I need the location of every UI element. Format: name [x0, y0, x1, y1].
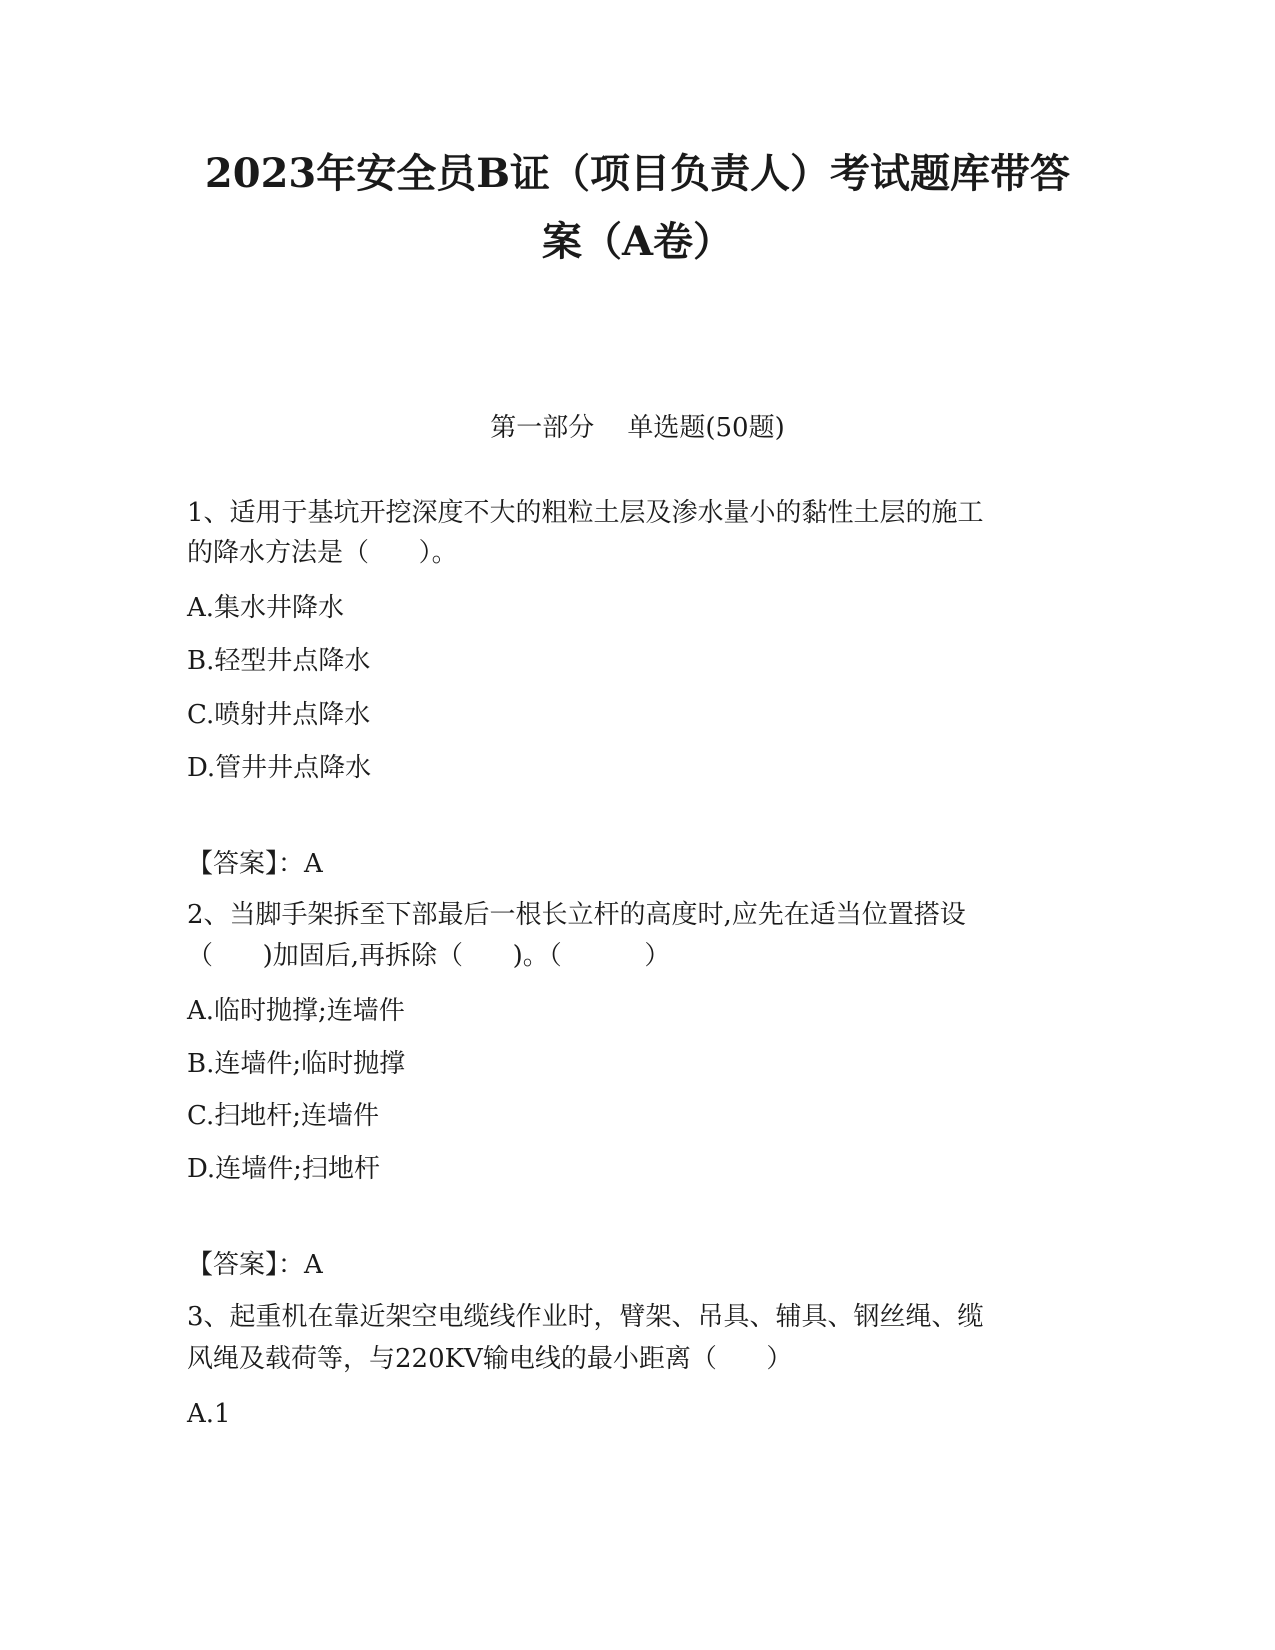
question-1-option-a: A.集水井降水 — [187, 593, 345, 623]
question-1-stem-line-1: 1、适用于基坑开挖深度不大的粗粒土层及渗水量小的黏性土层的施工 — [187, 498, 984, 528]
question-1-option-d: D.管井井点降水 — [187, 753, 372, 783]
question-3-stem-line-2: 风绳及载荷等，与220KV输电线的最小距离（ ） — [187, 1344, 793, 1374]
question-2-stem-line-2: （ )加固后,再拆除（ )。（ ） — [187, 941, 671, 971]
question-2-option-b: B.连墙件;临时抛撑 — [187, 1049, 406, 1079]
question-3-option-a: A.1 — [187, 1399, 231, 1429]
question-2-option-d: D.连墙件;扫地杆 — [187, 1154, 380, 1184]
question-2-option-a: A.临时抛撑;连墙件 — [187, 996, 405, 1026]
question-3-stem-line-1: 3、起重机在靠近架空电缆线作业时，臂架、吊具、辅具、钢丝绳、缆 — [187, 1302, 984, 1332]
question-2-option-c: C.扫地杆;连墙件 — [187, 1101, 379, 1131]
question-1-option-b: B.轻型井点降水 — [187, 646, 371, 676]
section-title: 第一部分 单选题(50题) — [490, 413, 785, 443]
question-2-answer: 【答案】：A — [187, 1250, 323, 1280]
question-1-option-c: C.喷射井点降水 — [187, 700, 371, 730]
question-2-stem-line-1: 2、当脚手架拆至下部最后一根长立杆的高度时,应先在适当位置搭设 — [187, 900, 966, 930]
question-1-stem-line-2: 的降水方法是（ ）。 — [187, 538, 458, 568]
document-title-line-2: 案（A卷） — [541, 218, 734, 265]
question-1-answer: 【答案】：A — [187, 849, 323, 879]
document-title-line-1: 2023年安全员B证（项目负责人）考试题库带答 — [204, 150, 1071, 197]
document-title — [150, 140, 1125, 276]
